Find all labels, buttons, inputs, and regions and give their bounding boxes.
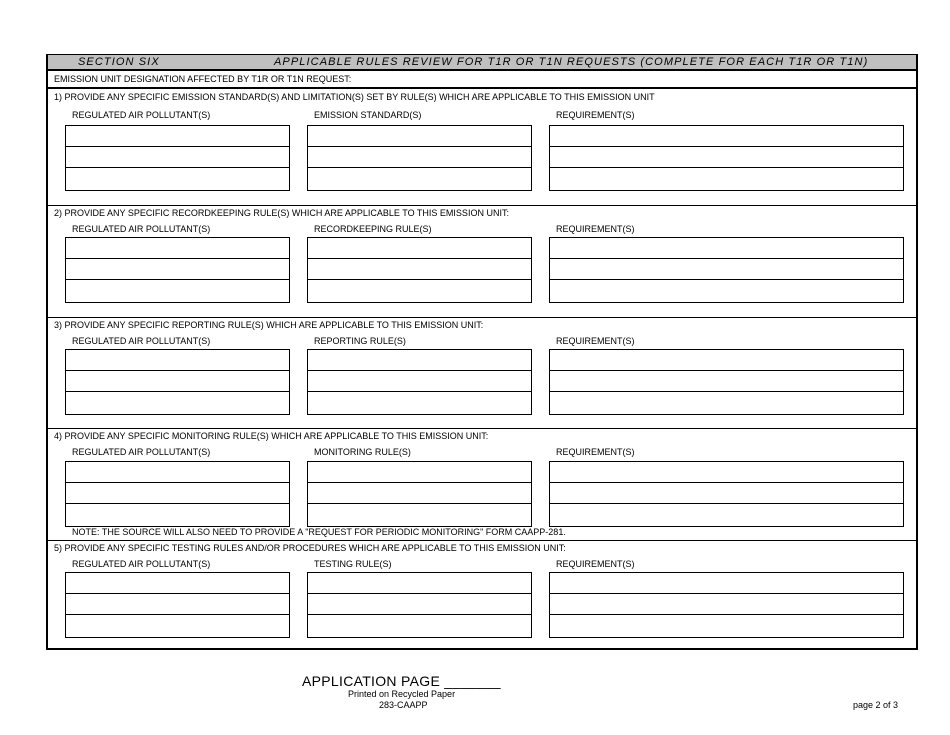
entry-cell[interactable] xyxy=(308,238,531,259)
section-header xyxy=(48,55,916,71)
column-header: REQUIREMENT(S) xyxy=(556,559,635,569)
requirement-entry-grid xyxy=(549,572,904,638)
entry-cell[interactable] xyxy=(550,462,903,483)
entry-cell[interactable] xyxy=(66,615,289,636)
section-recordkeeping xyxy=(48,205,916,318)
monitoring-note: NOTE: THE SOURCE WILL ALSO NEED TO PROVIDE A "REQUEST FOR PERIODIC MONITORING" FORM CAAPP-281. xyxy=(72,527,566,537)
page-number: page 2 of 3 xyxy=(853,700,899,710)
entry-cell[interactable] xyxy=(308,573,531,594)
entry-cell[interactable] xyxy=(550,371,903,392)
question-text: 4) PROVIDE ANY SPECIFIC MONITORING RULE(S) WHICH ARE APPLICABLE TO THIS EMISSION UNIT: xyxy=(54,431,489,441)
entry-cell[interactable] xyxy=(66,350,289,371)
column-header: REGULATED AIR POLLUTANT(S) xyxy=(72,110,211,120)
column-header: MONITORING RULE(S) xyxy=(314,447,411,457)
section-title: APPLICABLE RULES REVIEW FOR T1R OR T1N REQUESTS (COMPLETE FOR EACH T1R OR T1N) xyxy=(274,56,869,68)
entry-cell[interactable] xyxy=(308,594,531,615)
entry-cell[interactable] xyxy=(66,462,289,483)
form-id: 283-CAAPP xyxy=(379,700,428,710)
requirement-entry-grid xyxy=(549,461,904,527)
entry-cell[interactable] xyxy=(550,594,903,615)
entry-cell[interactable] xyxy=(550,392,903,413)
column-header: RECORDKEEPING RULE(S) xyxy=(314,224,432,234)
column-header: REQUIREMENT(S) xyxy=(556,447,635,457)
entry-cell[interactable] xyxy=(308,350,531,371)
pollutant-entry-grid xyxy=(65,237,290,303)
pollutant-entry-grid xyxy=(65,125,290,191)
entry-cell[interactable] xyxy=(66,371,289,392)
column-header: REPORTING RULE(S) xyxy=(314,336,406,346)
entry-cell[interactable] xyxy=(550,259,903,280)
entry-cell[interactable] xyxy=(308,392,531,413)
entry-cell[interactable] xyxy=(66,573,289,594)
rule-entry-grid xyxy=(307,349,532,415)
column-header: REQUIREMENT(S) xyxy=(556,110,635,120)
entry-cell[interactable] xyxy=(66,392,289,413)
entry-cell[interactable] xyxy=(550,168,903,189)
column-header: TESTING RULE(S) xyxy=(314,559,392,569)
rule-entry-grid xyxy=(307,125,532,191)
section-six-form xyxy=(46,54,918,650)
entry-cell[interactable] xyxy=(308,168,531,189)
application-page-label: APPLICATION PAGE _______ xyxy=(302,673,501,689)
entry-cell[interactable] xyxy=(66,504,289,525)
emission-unit-designation-field[interactable]: EMISSION UNIT DESIGNATION AFFECTED BY T1R OR T1N REQUEST: xyxy=(48,71,916,89)
section-testing xyxy=(48,540,916,649)
section-monitoring xyxy=(48,428,916,541)
rule-entry-grid xyxy=(307,572,532,638)
entry-cell[interactable] xyxy=(66,483,289,504)
question-text: 1) PROVIDE ANY SPECIFIC EMISSION STANDARD(S) AND LIMITATION(S) SET BY RULE(S) WHICH ARE APPLICABLE TO THIS EMISSION UNIT xyxy=(54,92,655,102)
entry-cell[interactable] xyxy=(550,280,903,301)
entry-cell[interactable] xyxy=(308,462,531,483)
entry-cell[interactable] xyxy=(66,126,289,147)
pollutant-entry-grid xyxy=(65,461,290,527)
entry-cell[interactable] xyxy=(66,168,289,189)
entry-cell[interactable] xyxy=(550,147,903,168)
entry-cell[interactable] xyxy=(308,504,531,525)
entry-cell[interactable] xyxy=(308,126,531,147)
requirement-entry-grid xyxy=(549,349,904,415)
column-header: REGULATED AIR POLLUTANT(S) xyxy=(72,224,211,234)
entry-cell[interactable] xyxy=(308,280,531,301)
question-text: 3) PROVIDE ANY SPECIFIC REPORTING RULE(S) WHICH ARE APPLICABLE TO THIS EMISSION UNIT: xyxy=(54,320,484,330)
column-header: REGULATED AIR POLLUTANT(S) xyxy=(72,559,211,569)
entry-cell[interactable] xyxy=(66,594,289,615)
entry-cell[interactable] xyxy=(550,573,903,594)
entry-cell[interactable] xyxy=(550,350,903,371)
entry-cell[interactable] xyxy=(66,147,289,168)
entry-cell[interactable] xyxy=(550,504,903,525)
column-header: EMISSION STANDARD(S) xyxy=(314,110,422,120)
pollutant-entry-grid xyxy=(65,572,290,638)
entry-cell[interactable] xyxy=(308,615,531,636)
entry-cell[interactable] xyxy=(308,483,531,504)
rule-entry-grid xyxy=(307,461,532,527)
entry-cell[interactable] xyxy=(308,371,531,392)
entry-cell[interactable] xyxy=(550,126,903,147)
pollutant-entry-grid xyxy=(65,349,290,415)
section-label: SECTION SIX xyxy=(78,56,160,68)
recycled-paper-note: Printed on Recycled Paper xyxy=(348,689,456,699)
section-reporting xyxy=(48,317,916,429)
section-emission-standards xyxy=(48,89,916,206)
entry-cell[interactable] xyxy=(308,259,531,280)
column-header: REQUIREMENT(S) xyxy=(556,336,635,346)
column-header: REQUIREMENT(S) xyxy=(556,224,635,234)
entry-cell[interactable] xyxy=(550,615,903,636)
entry-cell[interactable] xyxy=(66,280,289,301)
entry-cell[interactable] xyxy=(308,147,531,168)
rule-entry-grid xyxy=(307,237,532,303)
requirement-entry-grid xyxy=(549,237,904,303)
column-header: REGULATED AIR POLLUTANT(S) xyxy=(72,336,211,346)
entry-cell[interactable] xyxy=(550,238,903,259)
entry-cell[interactable] xyxy=(66,238,289,259)
question-text: 5) PROVIDE ANY SPECIFIC TESTING RULES AND/OR PROCEDURES WHICH ARE APPLICABLE TO THIS EMISSION UNIT: xyxy=(54,543,566,553)
question-text: 2) PROVIDE ANY SPECIFIC RECORDKEEPING RULE(S) WHICH ARE APPLICABLE TO THIS EMISSION UNIT: xyxy=(54,208,509,218)
entry-cell[interactable] xyxy=(550,483,903,504)
column-header: REGULATED AIR POLLUTANT(S) xyxy=(72,447,211,457)
entry-cell[interactable] xyxy=(66,259,289,280)
requirement-entry-grid xyxy=(549,125,904,191)
